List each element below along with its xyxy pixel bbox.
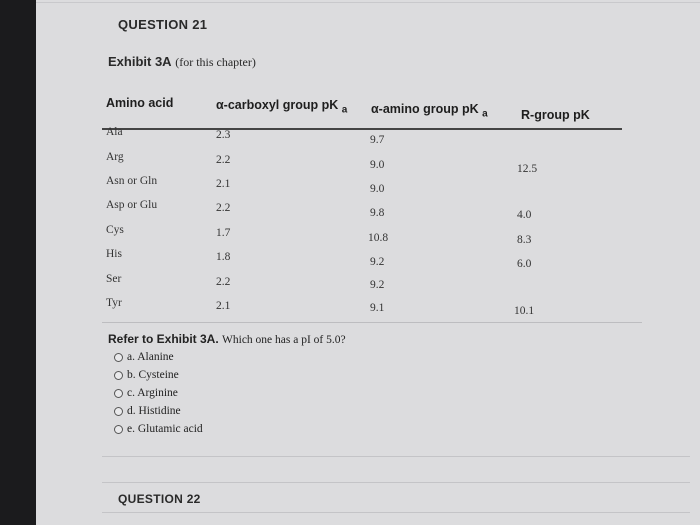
cell-carboxyl: 2.1 (216, 178, 231, 190)
option-label: e. Glutamic acid (127, 423, 203, 435)
table-row (36, 224, 700, 249)
section-divider (102, 456, 690, 457)
table-row (36, 175, 700, 200)
section-divider (102, 482, 690, 483)
top-divider (36, 2, 700, 3)
cell-carboxyl: 2.2 (216, 154, 231, 166)
question-title: QUESTION 21 (118, 17, 208, 32)
cell-carboxyl: 2.2 (216, 276, 231, 288)
header-carboxyl (216, 98, 347, 116)
option-label: d. Histidine (127, 405, 181, 417)
cell-amino: 9.0 (370, 159, 385, 171)
header-amino (371, 102, 488, 120)
cell-name: Tyr (106, 297, 122, 309)
cell-amino: 9.1 (370, 302, 385, 314)
cell-amino: 9.0 (370, 183, 385, 195)
cell-rgroup: 8.3 (517, 234, 532, 246)
quiz-page (36, 0, 700, 525)
option-b[interactable] (114, 366, 203, 384)
exhibit-reference: Refer to Exhibit 3A. (108, 332, 219, 346)
table-row (36, 248, 700, 273)
table-row (36, 151, 700, 176)
cell-amino: 9.7 (370, 134, 385, 146)
cell-amino: 10.8 (368, 232, 389, 244)
table-header (36, 96, 700, 120)
cell-name: Cys (106, 224, 124, 236)
cell-carboxyl: 1.7 (216, 227, 231, 239)
cell-rgroup: 6.0 (517, 258, 532, 270)
table-bottom-divider (102, 322, 642, 323)
header-rgroup: R-group pK (521, 108, 590, 122)
cell-rgroup: 10.1 (514, 305, 535, 317)
cell-name: Arg (106, 151, 124, 163)
radio-button[interactable] (114, 407, 123, 416)
option-d[interactable] (114, 402, 203, 420)
radio-button[interactable] (114, 353, 123, 362)
cell-carboxyl: 2.3 (216, 129, 231, 141)
cell-amino: 9.2 (370, 279, 385, 291)
option-label: a. Alanine (127, 351, 174, 363)
next-question-title: QUESTION 22 (118, 492, 201, 506)
table-row (36, 297, 700, 322)
question-prompt (108, 332, 346, 346)
exhibit-label: Exhibit 3A (108, 54, 172, 69)
table-row (36, 199, 700, 224)
radio-button[interactable] (114, 389, 123, 398)
option-e[interactable] (114, 420, 203, 438)
header-amino-sub: a (482, 108, 488, 120)
header-amino-acid: Amino acid (106, 96, 174, 110)
cell-name: Ser (106, 273, 122, 285)
cell-carboxyl: 1.8 (216, 251, 231, 263)
answer-options (114, 348, 203, 438)
cell-name: His (106, 248, 122, 260)
header-carboxyl-text: α-carboxyl group pK (216, 98, 339, 112)
cell-carboxyl: 2.1 (216, 300, 231, 312)
cell-rgroup: 4.0 (517, 209, 532, 221)
header-amino-text: α-amino group pK (371, 102, 479, 116)
table-row (36, 126, 700, 151)
option-label: c. Arginine (127, 387, 178, 399)
exhibit-heading (108, 54, 256, 70)
cell-name: Asn or Gln (106, 175, 158, 187)
cell-amino: 9.2 (370, 256, 385, 268)
cell-carboxyl: 2.2 (216, 202, 231, 214)
table-row (36, 273, 700, 298)
cell-name: Asp or Glu (106, 199, 158, 211)
cell-name: Ala (106, 126, 123, 138)
question-body: Which one has a pI of 5.0? (222, 334, 346, 346)
cell-rgroup: 12.5 (517, 163, 538, 175)
header-carboxyl-sub: a (341, 104, 348, 116)
radio-button[interactable] (114, 371, 123, 380)
radio-button[interactable] (114, 425, 123, 434)
section-divider (102, 512, 690, 513)
option-a[interactable] (114, 348, 203, 366)
cell-amino: 9.8 (370, 207, 385, 219)
option-c[interactable] (114, 384, 203, 402)
option-label: b. Cysteine (127, 369, 179, 381)
exhibit-caption: (for this chapter) (175, 55, 256, 69)
